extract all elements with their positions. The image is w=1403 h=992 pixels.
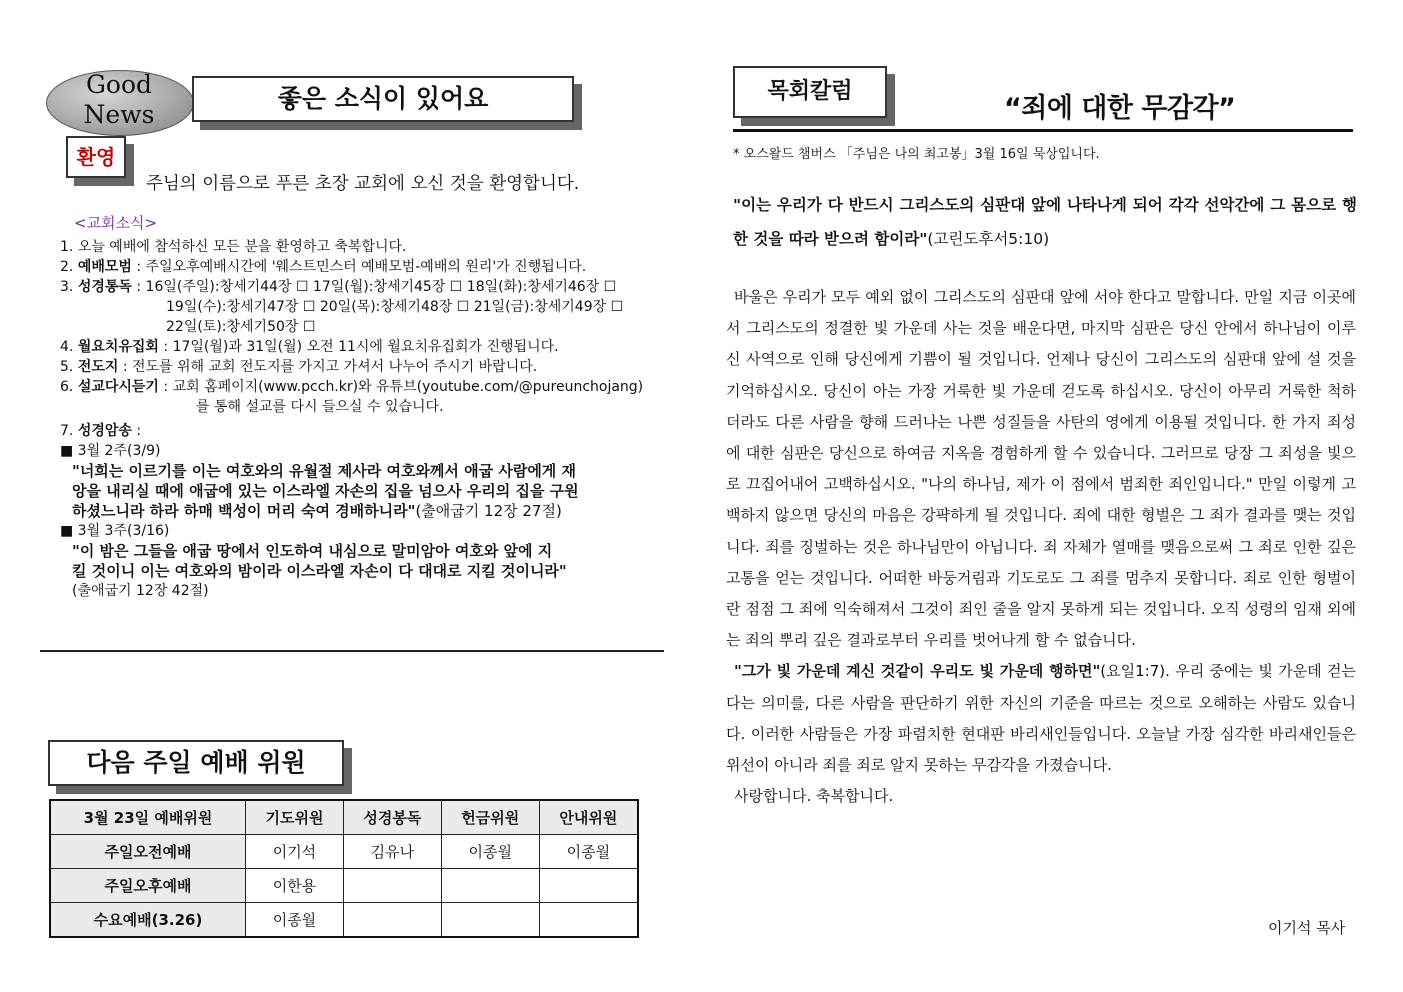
memory-verse-line: "너희는 이르기를 이는 여호와의 유월절 제사라 여호와께서 애굽 사람에게 재: [72, 462, 577, 480]
news-item-continued: 19일(수):창세기47장 ☐ 20일(목):창세기48장 ☐ 21일(금):창세기49장 ☐: [166, 299, 624, 315]
column-body: [726, 282, 1356, 812]
paragraph: "그가 빛 가운데 계신 것같이 우리도 빛 가운데 행하면"(요일1:7). 우리 중에는 빛 가운데 걷는다는 의미를, 다른 사람을 판단하기 위한 자신의 기준을 따르는 것으로 오해하는 사람도 있습니다. 이러한 사람들은 가장 파렴치한 현대판 바리새인들입니다. 오늘날 가장 심각한 바리새인들은 위선이 아니라 죄를 죄로 알지 못하는 무감각을 가졌습니다.: [726, 662, 1356, 775]
table-cell: [343, 903, 441, 938]
divider: [40, 650, 664, 652]
memory-verse-line: 앙을 내리실 때에 애굽에 있는 이스라엘 자손의 집을 넘으사 우리의 집을 구원: [72, 482, 579, 500]
memory-verse-2: [60, 521, 567, 601]
table-header: 3월 23일 예배위원: [50, 800, 246, 835]
table-cell: [539, 869, 638, 903]
table-cell: 이종월: [246, 903, 344, 938]
memory-ref: (출애굽기 12장 27절): [415, 502, 562, 520]
news-list: [60, 237, 643, 441]
news-item: 7. 성경암송 :: [60, 423, 142, 439]
table-cell: [539, 903, 638, 938]
paragraph: 사랑합니다. 축복합니다.: [734, 787, 894, 806]
table-cell: [441, 903, 539, 938]
news-item-continued: 를 통해 설교를 다시 들으실 수 있습니다.: [196, 399, 444, 415]
table-header: 기도위원: [246, 800, 344, 835]
source-note: * 오스왈드 챔버스 「주님은 나의 최고봉」3월 16일 묵상입니다.: [733, 147, 1100, 162]
news-item: 3. 성경통독 : 16일(주일):창세기44장 ☐ 17일(월):창세기45장 ☐ 18일(화):창세기46장 ☐: [60, 279, 617, 295]
memory-verse-1: [60, 441, 579, 521]
welcome-text: 주님의 이름으로 푸른 초장 교회에 오신 것을 환영합니다.: [146, 174, 580, 194]
table-cell: 이종월: [539, 835, 638, 869]
row-label: 주일오전예배: [50, 835, 246, 869]
pastor-column-tag: 목회칼럼: [733, 66, 887, 118]
memory-week: ■ 3월 3주(3/16): [60, 523, 170, 539]
news-item: 2. 예배모범 : 주일오후예배시간에 '웨스트민스터 예배모범-예배의 원리'가 진행됩니다.: [60, 259, 587, 275]
section-title-good-news: 좋은 소식이 있어요: [192, 76, 574, 122]
table-cell: 이종월: [441, 835, 539, 869]
table-header-row: [50, 800, 638, 835]
table-row: [50, 835, 638, 869]
table-row: [50, 903, 638, 938]
signature: 이기석 목사: [1268, 919, 1346, 937]
badge-line-2: News: [83, 100, 155, 129]
badge-line-1: Good: [85, 70, 153, 99]
table-header: 안내위원: [539, 800, 638, 835]
news-item: 6. 설교다시듣기 : 교회 홈페이지(www.pcch.kr)와 유튜브(youtube.com/@pureunchojang): [60, 379, 644, 395]
table-header: 헌금위원: [441, 800, 539, 835]
good-news-badge-text: [46, 70, 192, 130]
duty-table: [49, 799, 639, 938]
news-item-continued: 22일(토):창세기50장 ☐: [166, 319, 316, 335]
scripture-quote: "이는 우리가 다 반드시 그리스도의 심판대 앞에 나타나게 되어 각각 선악간에 그 몸으로 행한 것을 따라 받으려 함이라"(고린도후서5:10): [733, 196, 1357, 248]
row-label: 주일오후예배: [50, 869, 246, 903]
scripture-ref: (고린도후서5:10): [927, 230, 1050, 248]
memory-verse-line: "이 밤은 그들을 애굽 땅에서 인도하여 내심으로 말미암아 여호와 앞에 지: [72, 542, 553, 560]
table-cell: 이한용: [246, 869, 344, 903]
table-cell: [441, 869, 539, 903]
table-header: 성경봉독: [343, 800, 441, 835]
memory-verse-line: 하셨느니라 하라 하매 백성이 머리 숙여 경배하니라"(출애굽기 12장 27절): [72, 502, 562, 520]
news-item: 1. 오늘 예배에 참석하신 모든 분을 환영하고 축복합니다.: [60, 239, 407, 255]
row-label: 수요예배(3.26): [50, 903, 246, 938]
welcome-tag: 환영: [66, 136, 126, 178]
news-item: 5. 전도지 : 전도를 위해 교회 전도지를 가지고 가셔서 나누어 주시기 바랍니다.: [60, 359, 538, 375]
memory-verse-line: 킬 것이니 이는 여호와의 밤이라 이스라엘 자손이 다 대대로 지킬 것이니라": [72, 562, 567, 580]
paragraph: 바울은 우리가 모두 예외 없이 그리스도의 심판대 앞에 서야 한다고 말합니다. 만일 지금 이곳에서 그리스도의 정결한 빛 가운데 사는 것을 배운다면, 마지막 심판은 당신 안에서 하나님이 이루신 사역으로 인해 당신에게 기쁨이 될 것입니다. 언제나 당신이 그리스도의 심판대 앞에 설 것을 기억하십시오. 당신이 아는 가장 거룩한 빛 가운데 걷도록 하십시오. 당신이 아무리 거룩한 척하더라도 다른 사람을 향해 드러나는 나쁜 성질들을 사탄의 영에게 이용될 것입니다. 한 가지 죄성에 대한 심판은 당신으로 하여금 지옥을 경험하게 할 수 있습니다. 그러므로 당장 그 죄성을 빛으로 끄집어내어 고백하십시오. "나의 하나님, 제가 이 점에서 범죄한 죄인입니다." 만일 이렇게 고백하지 않으면 당신의 마음은 강퍅하게 될 것입니다. 죄에 대한 형벌은 그 죄가 결과를 맺는 것입니다. 죄를 징벌하는 것은 하나님만이 아닙니다. 죄 자체가 열매를 맺음으로써 그 죄로 인한 깊은 고통을 얻는 것입니다. 어떠한 바둥거림과 기도로도 그 죄를 멈추지 못합니다. 죄로 인한 형벌이란 점점 그 죄에 익숙해져서 그것이 죄인 줄을 알지 못하게 되는 것입니다. 오직 성령의 임재 외에는 죄의 뿌리 깊은 결과로부터 우리를 벗어나게 할 수 없습니다.: [726, 288, 1356, 650]
next-week-duty-title: 다음 주일 예배 위원: [48, 740, 344, 786]
table-cell: [343, 869, 441, 903]
church-news-heading: <교회소식>: [74, 214, 158, 232]
memory-ref: (출애굽기 12장 42절): [72, 583, 209, 599]
table-cell: 이기석: [246, 835, 344, 869]
title-underline: [733, 129, 1353, 132]
news-item: 4. 월요치유집회 : 17일(월)과 31일(월) 오전 11시에 월요치유집회가 진행됩니다.: [60, 339, 559, 355]
table-row: [50, 869, 638, 903]
memory-week: ■ 3월 2주(3/9): [60, 443, 161, 459]
column-title: “죄에 대한 무감각”: [1004, 93, 1236, 124]
table-cell: 김유나: [343, 835, 441, 869]
